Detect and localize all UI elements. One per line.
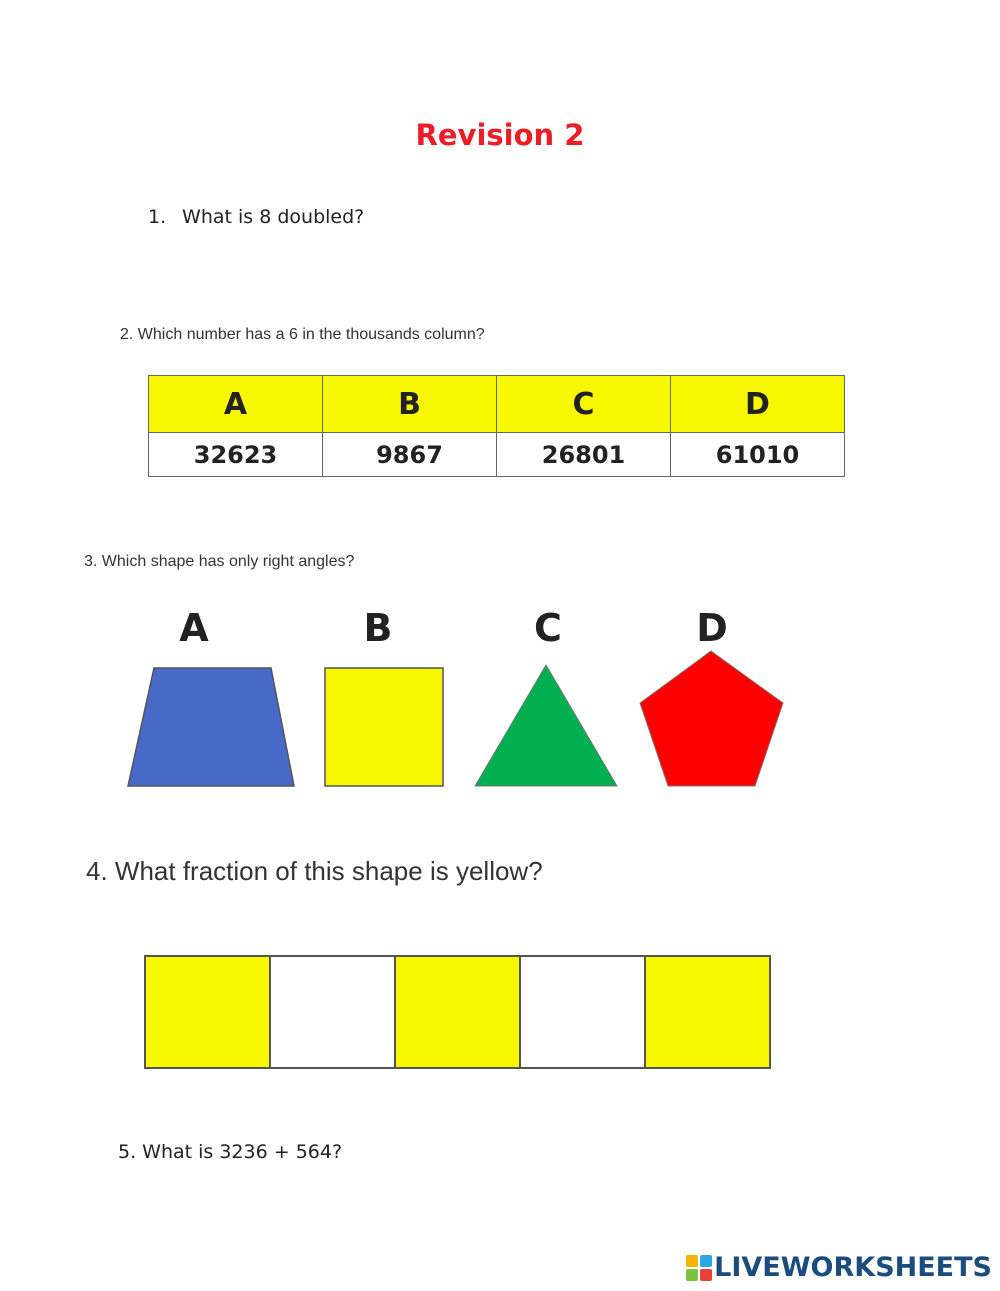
option-d-value: 61010: [671, 433, 845, 477]
option-c-letter: C: [497, 376, 671, 433]
shape-a-label: A: [179, 606, 209, 650]
answer-options-table: [148, 375, 845, 477]
shape-b-label: B: [363, 606, 393, 650]
fraction-cell: [269, 955, 396, 1069]
triangle-shape: [475, 665, 617, 786]
page-title: Revision 2: [415, 118, 585, 152]
option-b-value: 9867: [323, 433, 497, 477]
shape-d-label: D: [696, 606, 728, 650]
square-shape: [325, 668, 443, 786]
trapezium-shape: [128, 668, 294, 786]
question-1: [148, 206, 364, 228]
option-a-value: 32623: [149, 433, 323, 477]
shapes-row: [0, 640, 1000, 800]
pentagon-shape: [640, 651, 783, 786]
shape-c-label: C: [534, 606, 562, 650]
question-1-text: What is 8 doubled?: [182, 206, 365, 228]
question-2-text: 2. Which number has a 6 in the thousands column?: [120, 326, 485, 343]
question-1-number: 1.: [148, 206, 167, 228]
brand-name: LIVEWORKSHEETS: [714, 1252, 992, 1283]
question-4-text: 4. What fraction of this shape is yellow?: [86, 856, 543, 886]
option-c-value: 26801: [497, 433, 671, 477]
option-d-letter: D: [671, 376, 845, 433]
option-a-letter: A: [149, 376, 323, 433]
options-value-row: [149, 433, 845, 477]
liveworksheets-logo: [686, 1252, 992, 1283]
options-letter-row: [149, 376, 845, 433]
fraction-cell: [144, 955, 271, 1069]
option-b-letter: B: [323, 376, 497, 433]
fraction-cell: [644, 955, 771, 1069]
question-3-text: 3. Which shape has only right angles?: [84, 553, 355, 570]
question-5-text: 5. What is 3236 + 564?: [118, 1141, 343, 1163]
liveworksheets-mark-icon: [686, 1255, 712, 1281]
fraction-cell: [519, 955, 646, 1069]
fraction-cell: [394, 955, 521, 1069]
